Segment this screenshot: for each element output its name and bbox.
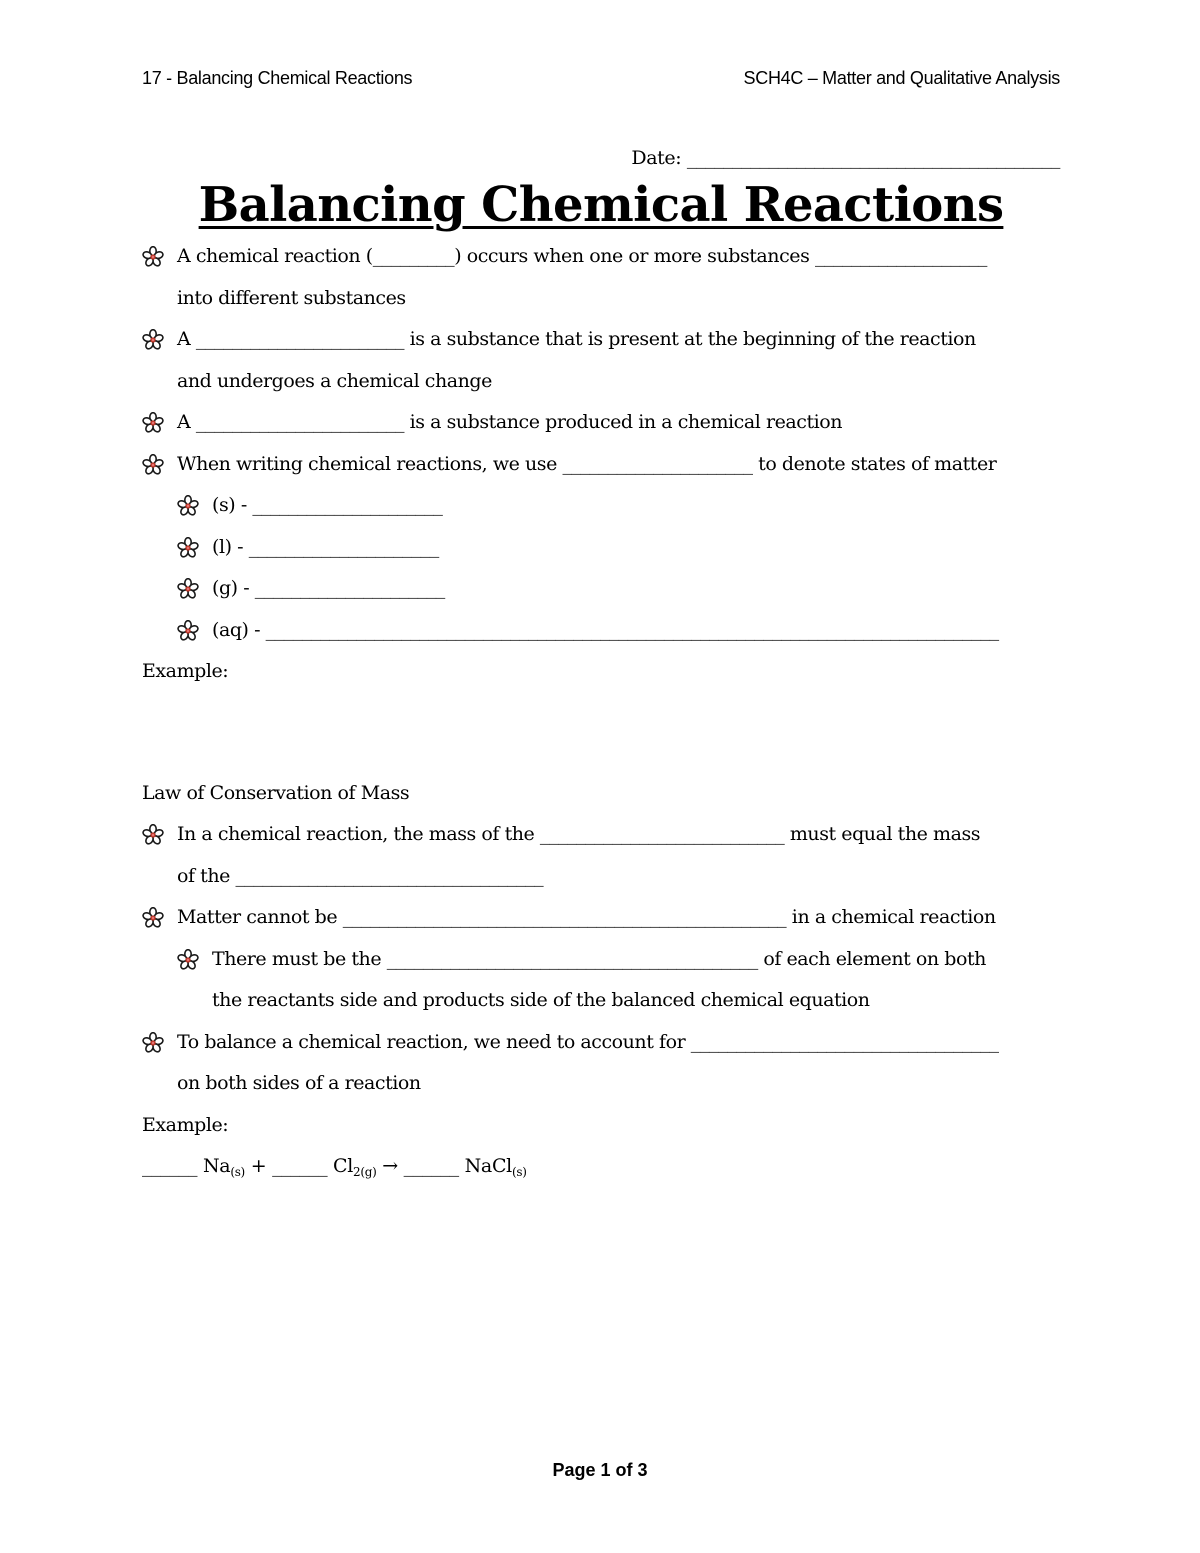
plus-sign: + (250, 1155, 267, 1177)
bullet-item (142, 1022, 1060, 1064)
bullet-text: When writing chemical reactions, we use _____________________ to denote states of matter (177, 452, 997, 475)
flower-bullet-icon (177, 495, 199, 517)
bullet-continuation (142, 361, 1060, 403)
flower-bullet-icon (142, 1032, 164, 1054)
bullet-text: (s) - _____________________ (212, 494, 443, 516)
page-footer: Page 1 of 3 (552, 1460, 648, 1480)
chlorine: Cl (333, 1155, 354, 1177)
bullet-continuation (142, 278, 1060, 320)
flower-bullet-icon (177, 578, 199, 600)
example-label: Example: (142, 660, 229, 682)
header-left: 17 - Balancing Chemical Reactions (142, 68, 413, 88)
flower-bullet-icon (142, 246, 164, 268)
arrow-icon: → (382, 1155, 398, 1177)
state-label: 2(g) (353, 1165, 377, 1179)
sub-bullet-item (142, 568, 1060, 610)
bullet-continuation (142, 1063, 1060, 1105)
page-header (142, 68, 1060, 89)
coefficient-blank: ______ (403, 1155, 459, 1177)
sub-bullet-item (142, 939, 1060, 981)
section-heading: Law of Conservation of Mass (142, 781, 410, 804)
sub-bullet-item (142, 485, 1060, 527)
state-label: (s) (511, 1165, 527, 1179)
bullet-item (142, 814, 1060, 856)
bullet-text: on both sides of a reaction (177, 1072, 421, 1094)
bullet-text: the reactants side and products side of the balanced chemical equation (212, 989, 870, 1011)
bullet-text: (l) - _____________________ (212, 535, 439, 558)
coefficient-blank: ______ (272, 1155, 328, 1177)
document-body (142, 140, 1060, 1194)
state-label: (s) (230, 1165, 245, 1179)
flower-bullet-icon (177, 620, 199, 642)
example-space (142, 693, 1060, 773)
flower-bullet-icon (142, 329, 164, 351)
sub-bullet-item (142, 527, 1060, 569)
bullet-text: A _______________________ is a substance produced in a chemical reaction (177, 411, 843, 433)
bullet-text: There must be the _________________________________________ of each element on both (212, 947, 986, 970)
bullet-item (142, 444, 1060, 486)
bullet-text: Matter cannot be _________________________________________________ in a chemical reaction (177, 906, 996, 928)
flower-bullet-icon (142, 907, 164, 929)
bullet-item (142, 897, 1060, 939)
bullet-text: To balance a chemical reaction, we need to account for __________________________________ (177, 1030, 999, 1053)
flower-bullet-icon (142, 824, 164, 846)
bullet-text: (aq) - _________________________________________________________________________________ (212, 618, 999, 641)
bullet-text: into different substances (177, 286, 406, 309)
bullet-item (142, 402, 1060, 444)
bullet-text: A _______________________ is a substance that is present at the beginning of the reaction (177, 328, 976, 350)
date-field: Date: _________________________________________ (631, 147, 1060, 169)
bullet-text: In a chemical reaction, the mass of the ___________________________ must equal the mass (177, 823, 981, 845)
chemical-equation (142, 1146, 1060, 1194)
flower-bullet-icon (177, 949, 199, 971)
bullet-text: and undergoes a chemical change (177, 369, 492, 392)
page-title: Balancing Chemical Reactions (198, 177, 1004, 233)
sodium: Na (202, 1155, 231, 1177)
coefficient-blank: ______ (142, 1155, 198, 1177)
bullet-item (142, 319, 1060, 361)
example-label: Example: (142, 1113, 229, 1136)
flower-bullet-icon (142, 454, 164, 476)
bullet-text: (g) - _____________________ (212, 577, 445, 599)
bullet-continuation (142, 856, 1060, 898)
flower-bullet-icon (177, 537, 199, 559)
sodium-chloride: NaCl (464, 1155, 512, 1177)
flower-bullet-icon (142, 412, 164, 434)
sub-bullet-continuation (142, 980, 1060, 1022)
header-right: SCH4C – Matter and Qualitative Analysis (743, 68, 1060, 88)
bullet-item (142, 236, 1060, 278)
bullet-text: A chemical reaction (_________) occurs when one or more substances ___________________ (177, 245, 987, 267)
sub-bullet-item (142, 610, 1060, 652)
bullet-text: of the __________________________________ (177, 864, 544, 887)
